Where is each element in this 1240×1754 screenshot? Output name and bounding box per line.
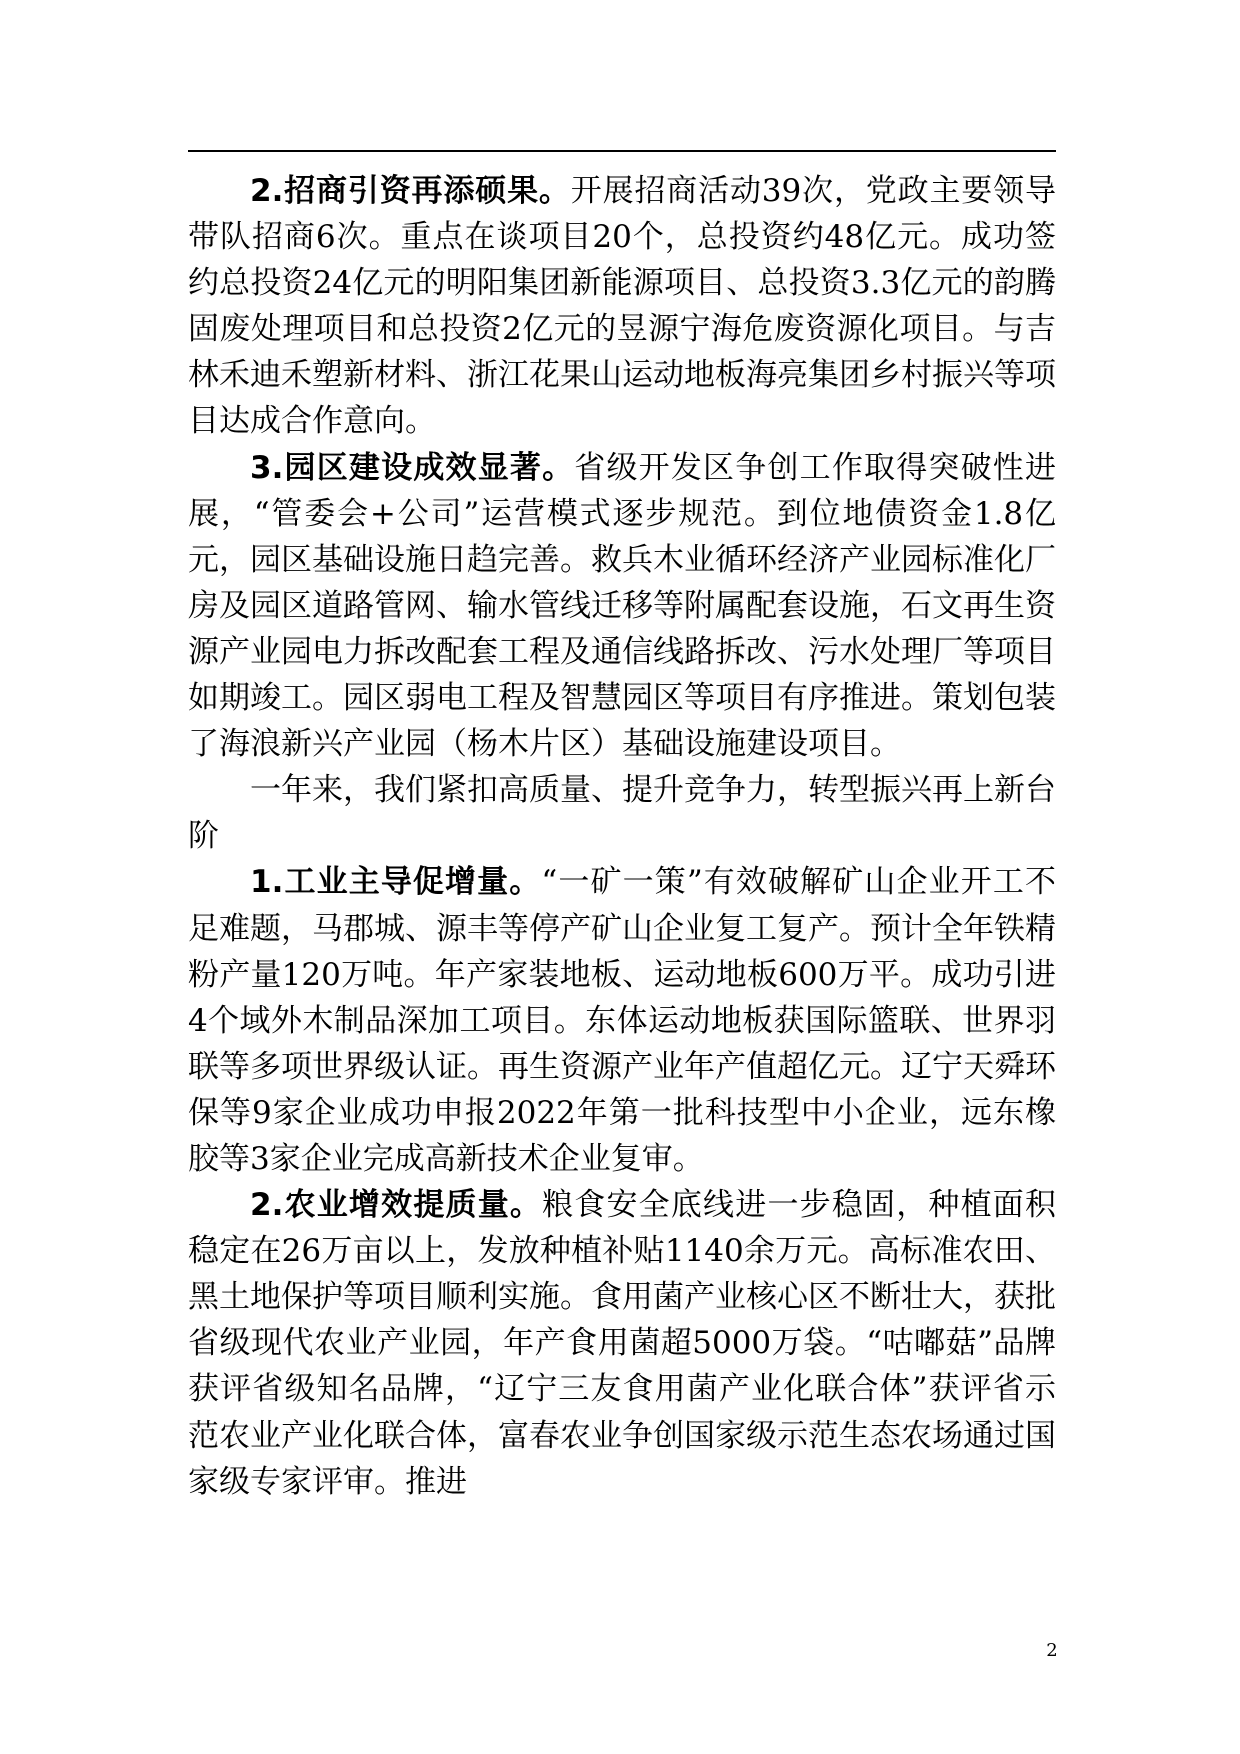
page-number: 2 bbox=[1046, 1640, 1058, 1661]
header-rule bbox=[188, 150, 1056, 152]
paragraph-park-construction bbox=[188, 445, 1056, 768]
paragraph-text: 粮食安全底线进一步稳固，种植面积稳定在26万亩以上，发放种植补贴1140余万元。高标准农田、黑土地保护等项目顺利实施。食用菌产业核心区不断壮大，获批省级现代农业产业园，年产食用菌超5000万袋。“咕嘟菇”品牌获评省级知名品牌，“辽宁三友食用菌产业化联合体”获评省示范农业产业化联合体，富春农业争创国家级示范生态农场通过国家级专家评审。推进 bbox=[188, 1187, 1056, 1500]
paragraph-agriculture bbox=[188, 1182, 1056, 1505]
paragraph-text: “一矿一策”有效破解矿山企业开工不足难题，马郡城、源丰等停产矿山企业复工复产。预计全年铁精粉产量120万吨。年产家装地板、运动地板600万平。成功引进4个域外木制品深加工项目。东体运动地板获国际篮联、世界羽联等多项世界级认证。再生资源产业年产值超亿元。辽宁天舜环保等9家企业成功申报2022年第一批科技型中小企业，远东橡胶等3家企业完成高新技术企业复审。 bbox=[188, 864, 1056, 1177]
paragraph-heading: 2.招商引资再添硕果。 bbox=[250, 173, 571, 209]
paragraph-heading: 3.园区建设成效显著。 bbox=[250, 449, 575, 486]
paragraph-heading: 1.工业主导促增量。 bbox=[250, 864, 542, 901]
document-body bbox=[188, 168, 1056, 1505]
paragraph-text: 一年来，我们紧扣高质量、提升竞争力，转型振兴再上新台阶 bbox=[188, 772, 1056, 855]
paragraph-text: 开展招商活动39次，党政主要领导带队招商6次。重点在谈项目20个，总投资约48亿元。成功签约总投资24亿元的明阳集团新能源项目、总投资3.3亿元的韵腾固废处理项目和总投资2亿元的昱源宁海危废资源化项目。与吉林禾迪禾塑新材料、浙江花果山运动地板海亮集团乡村振兴等项目达成合作意向。 bbox=[188, 173, 1056, 440]
paragraph-industry bbox=[188, 859, 1056, 1182]
paragraph-investment bbox=[188, 168, 1056, 445]
paragraph-year-summary bbox=[188, 767, 1056, 859]
paragraph-heading: 2.农业增效提质量。 bbox=[250, 1187, 543, 1224]
paragraph-text: 省级开发区争创工作取得突破性进展，“管委会+公司”运营模式逐步规范。到位地债资金1.8亿元，园区基础设施日趋完善。救兵木业循环经济产业园标准化厂房及园区道路管网、输水管线迁移等附属配套设施，石文再生资源产业园电力拆改配套工程及通信线路拆改、污水处理厂等项目如期竣工。园区弱电工程及智慧园区等项目有序推进。策划包装了海浪新兴产业园（杨木片区）基础设施建设项目。 bbox=[188, 449, 1056, 763]
